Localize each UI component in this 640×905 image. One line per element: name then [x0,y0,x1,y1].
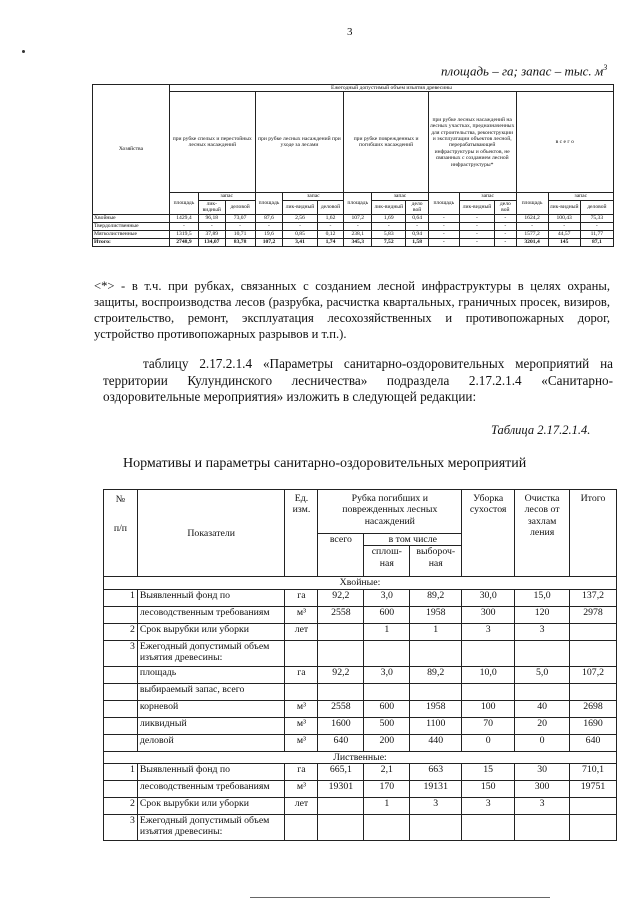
row-indicator: Ежегодный допустимый объем изъятия древесины: [137,640,285,666]
table-cell: 15,0 [515,589,570,606]
table-cell: 70 [462,717,515,734]
table-cell: - [459,214,494,222]
row-unit [285,814,318,840]
table-cell [410,640,462,666]
table-cell: 0 [515,734,570,751]
table-cell: 75,33 [580,214,613,222]
table-cell: 2558 [318,606,364,623]
table-cell: 137,2 [570,589,617,606]
table-cell: - [255,222,283,230]
table-cell [570,797,617,814]
th-liquid: лик-видный [459,200,494,214]
th-group-damaged: при рубке поврежденных и погибших насаждений [344,92,428,193]
th-stock: запас [283,193,344,200]
row-number: 3 [104,814,138,840]
table-cell: 1,58 [406,238,428,246]
table-cell: 20 [515,717,570,734]
th-business: дело вой [406,200,428,214]
table-cell: 120 [515,606,570,623]
table2-title: Нормативы и параметры санитарно-оздоровительных мероприятий [123,456,527,471]
table-cell: 3 [515,623,570,640]
table-cell [410,814,462,840]
th-business: дело вой [495,200,516,214]
table-cell [318,623,364,640]
table-cell: - [428,214,459,222]
th-area: площадь [516,193,548,214]
table-cell: 3 [462,797,515,814]
table-cell: 3 [515,797,570,814]
table-cell: 87,6 [255,214,283,222]
table-row [93,222,614,230]
row-indicator: Ежегодный допустимый объем изъятия древесины: [137,814,285,840]
table-cell: 10,0 [462,666,515,683]
row-indicator: площадь [137,666,285,683]
row-number [104,780,138,797]
table-cell: - [516,222,548,230]
th-stock: запас [372,193,429,200]
page-number: 3 [347,26,353,38]
table-cell: 40 [515,700,570,717]
table-row [93,214,614,222]
table-cell: 44,57 [548,230,580,238]
row-label: Твердолиственные [93,222,170,230]
th-group-care: при рубке лесных насаждений при уходе за лесами [255,92,344,193]
table-row [104,734,617,751]
table-cell: 19,6 [255,230,283,238]
row-number [104,734,138,751]
table-cell: 100 [462,700,515,717]
th-cleaning: Очистка лесов от захлам ления [515,490,570,577]
table-row [104,717,617,734]
table-cell [410,683,462,700]
table-cell: 640 [570,734,617,751]
table-cell: 1100 [410,717,462,734]
table-cell: 89,2 [410,666,462,683]
row-unit: га [285,589,318,606]
section-row [104,577,617,589]
th-main: Ежегодный допустимый объем изъятия древесины [170,85,614,92]
row-label: Мягколиственные [93,230,170,238]
table-cell: 15 [462,763,515,780]
row-number [104,683,138,700]
table-cell: 2,56 [283,214,317,222]
th-num-sign: № [115,494,126,505]
th-group-infrastructure: при рубке лесных насаждений на лесных участках, предназначенных для строительства, реконструкции и эксплуатации объектов лесной, перерабатывающей инфраструктуры и объектов, не связанных с созданием лесной инфраструктуры* [428,92,516,193]
table-cell: - [225,222,255,230]
table-cell [570,683,617,700]
table-cell: - [495,238,516,246]
table-row [104,797,617,814]
table-cell: - [344,222,372,230]
th-deadwood: Уборка сухостоя [462,490,515,577]
row-unit: га [285,666,318,683]
table-cell: 89,2 [410,589,462,606]
table-cell: 300 [515,780,570,797]
table-row [104,780,617,797]
th-num [104,490,138,577]
row-indicator: лесоводственным требованиям [137,606,285,623]
table-cell: 600 [364,700,410,717]
table-cell: - [406,222,428,230]
row-label: Хвойные [93,214,170,222]
row-number: 2 [104,623,138,640]
row-number: 1 [104,589,138,606]
table-cell: 1,62 [317,214,344,222]
table-row [104,814,617,840]
units-text: площадь – га; запас – тыс. м [441,63,604,79]
table-cell: 87,1 [580,238,613,246]
table-cell: 1 [364,623,410,640]
table-cell: 3201,4 [516,238,548,246]
instruction-paragraph: таблицу 2.17.2.1.4 «Параметры санитарно-оздоровительных мероприятий на территории Кулундинского лесничества» подраздела 2.17.2.1.4 «Санитарно-оздоровительные мероприятия» изложить в следующей редакции: [103,356,613,404]
table-cell: 500 [364,717,410,734]
table-cell: 107,2 [570,666,617,683]
row-unit: м³ [285,734,318,751]
section-deciduous: Лиственные: [104,751,617,763]
th-area: площадь [428,193,459,214]
table-cell: 5,0 [515,666,570,683]
table-cell: 3 [410,797,462,814]
table-cell: 1,69 [372,214,406,222]
table-row [104,623,617,640]
table-cell: 1 [364,797,410,814]
table-cell: 134,07 [198,238,225,246]
row-number [104,606,138,623]
table-cell: 3,0 [364,666,410,683]
table-cell: 300 [462,606,515,623]
table-cell: - [495,230,516,238]
th-clear-felling: сплош-ная [364,546,410,577]
table-cell: 3 [462,623,515,640]
table-row [104,763,617,780]
bullet-mark [22,50,25,53]
table-row [104,683,617,700]
table-cell: - [459,238,494,246]
allowable-cut-table [92,84,614,247]
table-cell: 640 [318,734,364,751]
table-cell: 11,77 [580,230,613,238]
row-number [104,666,138,683]
table-cell: 1958 [410,700,462,717]
table-label: Таблица 2.17.2.1.4. [491,423,591,437]
table-cell: 238,1 [344,230,372,238]
table-cell: 73,07 [225,214,255,222]
th-indicators: Показатели [137,490,285,577]
table-cell [515,683,570,700]
th-liquid: лик-видный [548,200,580,214]
row-number [104,717,138,734]
table-cell: 30 [515,763,570,780]
row-unit: м³ [285,780,318,797]
table-cell: - [495,222,516,230]
table-cell: 3,41 [283,238,317,246]
table-cell: 170 [364,780,410,797]
table-cell: - [459,222,494,230]
row-unit: га [285,763,318,780]
table-cell: 19751 [570,780,617,797]
th-stock: запас [198,193,255,200]
table-cell: 7,52 [372,238,406,246]
table-cell: 37,89 [198,230,225,238]
table-cell: 600 [364,606,410,623]
table-cell: 1 [410,623,462,640]
th-group-total: в с е г о [516,92,613,193]
row-indicator: лесоводственным требованиям [137,780,285,797]
table-cell: 145 [548,238,580,246]
table-row [93,230,614,238]
table-cell: 30,0 [462,589,515,606]
table-cell: 1958 [410,606,462,623]
table-cell [515,814,570,840]
table-cell: 92,2 [318,666,364,683]
row-number: 1 [104,763,138,780]
th-felling: Рубка погибших и поврежденных лесных насаждений [318,490,462,534]
th-area: площадь [255,193,283,214]
table-cell: 2698 [570,700,617,717]
row-number [104,700,138,717]
th-area: площадь [344,193,372,214]
table-cell [318,640,364,666]
table-cell: 200 [364,734,410,751]
table-cell: 19301 [318,780,364,797]
row-indicator: Выявленный фонд по [137,763,285,780]
table-cell: - [495,214,516,222]
table-row [104,700,617,717]
row-indicator: Срок вырубки или уборки [137,797,285,814]
table-cell: 1690 [570,717,617,734]
th-total: всего [318,534,364,577]
table-cell [462,640,515,666]
row-unit [285,640,318,666]
footnote: <*> - в т.ч. при рубках, связанных с созданием лесной инфраструктуры в целях охраны, защиты, воспроизводства лесов (разрубка, расчистка квартальных, граничных просек, визиров, строительство, ремонт, эксплуатация лесохозяйственных и противопожарных дорог, устройство противопожарных разрывов и т.п.). [94,279,610,341]
table-cell [515,640,570,666]
table-cell: 19131 [410,780,462,797]
table-cell: - [428,230,459,238]
row-indicator: корневой [137,700,285,717]
table-cell: 83,78 [225,238,255,246]
row-unit: м³ [285,717,318,734]
table-cell: - [170,222,199,230]
table-cell [318,683,364,700]
th-business: деловой [317,200,344,214]
table-cell: - [459,230,494,238]
section-row [104,751,617,763]
table-cell: 2978 [570,606,617,623]
th-business: деловой [580,200,613,214]
row-indicator: Срок вырубки или уборки [137,623,285,640]
table-cell: - [372,222,406,230]
table-cell: 0,85 [283,230,317,238]
table-row [104,640,617,666]
table-cell: 440 [410,734,462,751]
table-cell: 665,1 [318,763,364,780]
table-cell: 345,3 [344,238,372,246]
table-cell: 1319,5 [170,230,199,238]
table-cell: 3,0 [364,589,410,606]
th-group-mature: при рубке спелых и перестойных лесных насаждений [170,92,256,193]
th-including: в том числе [364,534,462,546]
table-cell: 710,1 [570,763,617,780]
table-cell: 1,74 [317,238,344,246]
table-cell: 107,2 [255,238,283,246]
table-row [104,666,617,683]
th-liquid: лик-видный [283,200,317,214]
table-row [93,238,614,246]
th-business: деловой [225,200,255,214]
table-cell: - [198,222,225,230]
table-cell: 0,64 [406,214,428,222]
table-cell [570,814,617,840]
table-cell: - [548,222,580,230]
row-unit: лет [285,623,318,640]
row-unit: м³ [285,606,318,623]
table-cell [364,683,410,700]
table-cell: - [283,222,317,230]
table-cell [318,797,364,814]
table-cell [364,640,410,666]
th-farm: Хозяйства [93,85,170,215]
row-unit: м³ [285,700,318,717]
th-unit: Ед. изм. [285,490,318,577]
table-cell: - [428,238,459,246]
bottom-line [250,897,550,898]
table-cell: 663 [410,763,462,780]
th-area: площадь [170,193,199,214]
table-cell: 1600 [318,717,364,734]
table-cell: 1429,4 [170,214,199,222]
table-cell: - [428,222,459,230]
row-unit [285,683,318,700]
th-stock: запас [548,193,613,200]
th-stock: запас [459,193,516,200]
row-indicator: Выявленный фонд по [137,589,285,606]
th-liquid: лик-видный [198,200,225,214]
th-sum: Итого [570,490,617,577]
table-cell: 2,1 [364,763,410,780]
table-row [104,606,617,623]
table-cell: 5,83 [372,230,406,238]
row-indicator: выбираемый запас, всего [137,683,285,700]
table-cell: 10,71 [225,230,255,238]
table-cell: 0 [462,734,515,751]
table-cell: 0,12 [317,230,344,238]
table-cell: 150 [462,780,515,797]
row-indicator: ликвидный [137,717,285,734]
table-cell: 1577,2 [516,230,548,238]
section-conifers: Хвойные: [104,577,617,589]
row-number: 3 [104,640,138,666]
table-cell: 92,2 [318,589,364,606]
table-cell [364,814,410,840]
table-cell: 2558 [318,700,364,717]
table-cell: 100,43 [548,214,580,222]
th-selective-felling: выбороч-ная [410,546,462,577]
units-sup: 3 [603,63,608,72]
row-label: Итого: [93,238,170,246]
row-indicator: деловой [137,734,285,751]
table-cell [318,814,364,840]
table-cell: 1624,2 [516,214,548,222]
table-cell: - [317,222,344,230]
table-cell [462,683,515,700]
table-row [104,589,617,606]
table-cell [570,640,617,666]
th-liquid: лик-видный [372,200,406,214]
table-cell: 107,2 [344,214,372,222]
sanitary-measures-table [103,489,617,841]
table-cell: - [580,222,613,230]
table-cell [570,623,617,640]
th-pp: п/п [113,523,128,535]
row-unit: лет [285,797,318,814]
table-cell: 96,18 [198,214,225,222]
table-cell [462,814,515,840]
row-number: 2 [104,797,138,814]
table-cell: 0,94 [406,230,428,238]
units-label [441,63,607,79]
table-cell: 2748,9 [170,238,199,246]
